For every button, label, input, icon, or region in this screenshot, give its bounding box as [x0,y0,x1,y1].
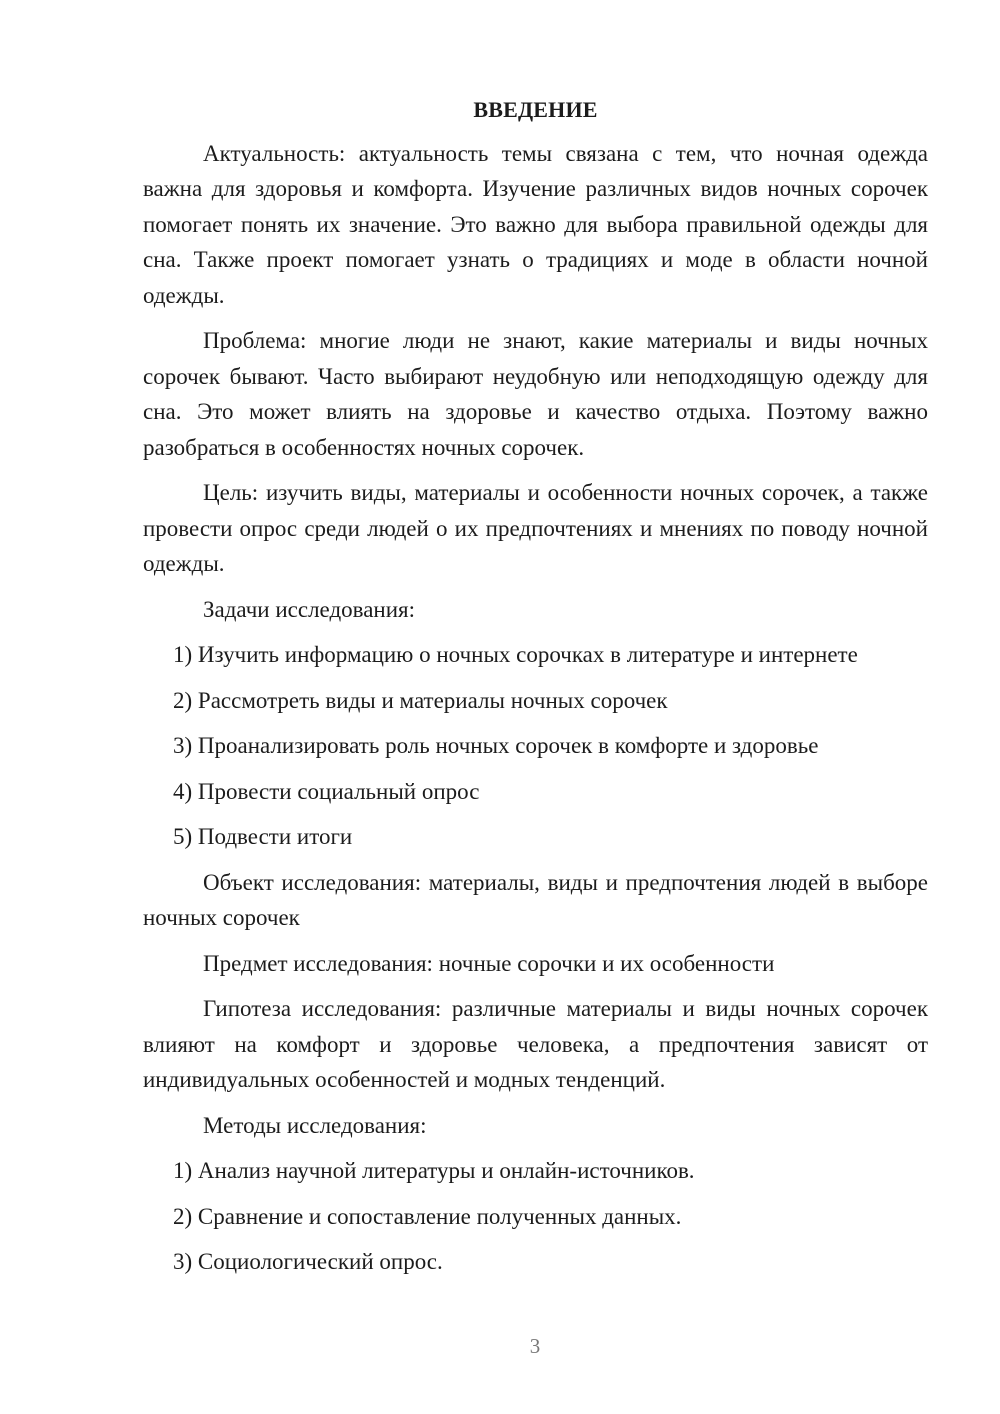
method-item: 3) Социологический опрос. [173,1249,443,1274]
task-item: 4) Провести социальный опрос [173,778,480,804]
goal-paragraph: Цель: изучить виды, материалы и особенности ночных сорочек, а также провести опрос среди людей о их предпочтениях и мнениях по поводу ночной одежды. [143,480,928,576]
problem-paragraph: Проблема: многие люди не знают, какие материалы и виды ночных сорочек бывают. Часто выбирают неудобную или неподходящую одежду для сна. Это может влиять на здоровье и качество отдыха. Поэтому важно разобраться в особенностях ночных сорочек. [143,328,928,460]
tasks-heading: Задачи исследования: [203,596,416,622]
task-item: 3) Проанализировать роль ночных сорочек в комфорте и здоровье [173,733,819,758]
task-item: 5) Подвести итоги [173,824,353,849]
document-body [143,92,928,1290]
page-title: ВВЕДЕНИЕ [473,97,598,122]
object-paragraph: Объект исследования: материалы, виды и предпочтения людей в выборе ночных сорочек [143,869,928,930]
subject-paragraph: Предмет исследования: ночные сорочки и их особенности [203,950,775,976]
method-item: 1) Анализ научной литературы и онлайн-источников. [173,1158,695,1183]
hypothesis-paragraph: Гипотеза исследования: различные материалы и виды ночных сорочек влияют на комфорт и здоровье человека, а предпочтения зависят от индивидуальных особенностей и модных тенденций. [143,996,928,1092]
method-item: 2) Сравнение и сопоставление полученных данных. [173,1203,682,1229]
task-item: 1) Изучить информацию о ночных сорочках в литературе и интернете [173,642,858,667]
task-item: 2) Рассмотреть виды и материалы ночных сорочек [173,687,668,713]
methods-heading: Методы исследования: [203,1112,427,1138]
relevance-paragraph: Актуальность: актуальность темы связана с тем, что ночная одежда важна для здоровья и комфорта. Изучение различных видов ночных сорочек помогает понять их значение. Это важно для выбора правильной одежды для сна. Также проект помогает узнать о традициях и моде в области ночной одежды. [143,140,928,308]
page-number: 3 [529,1334,541,1358]
